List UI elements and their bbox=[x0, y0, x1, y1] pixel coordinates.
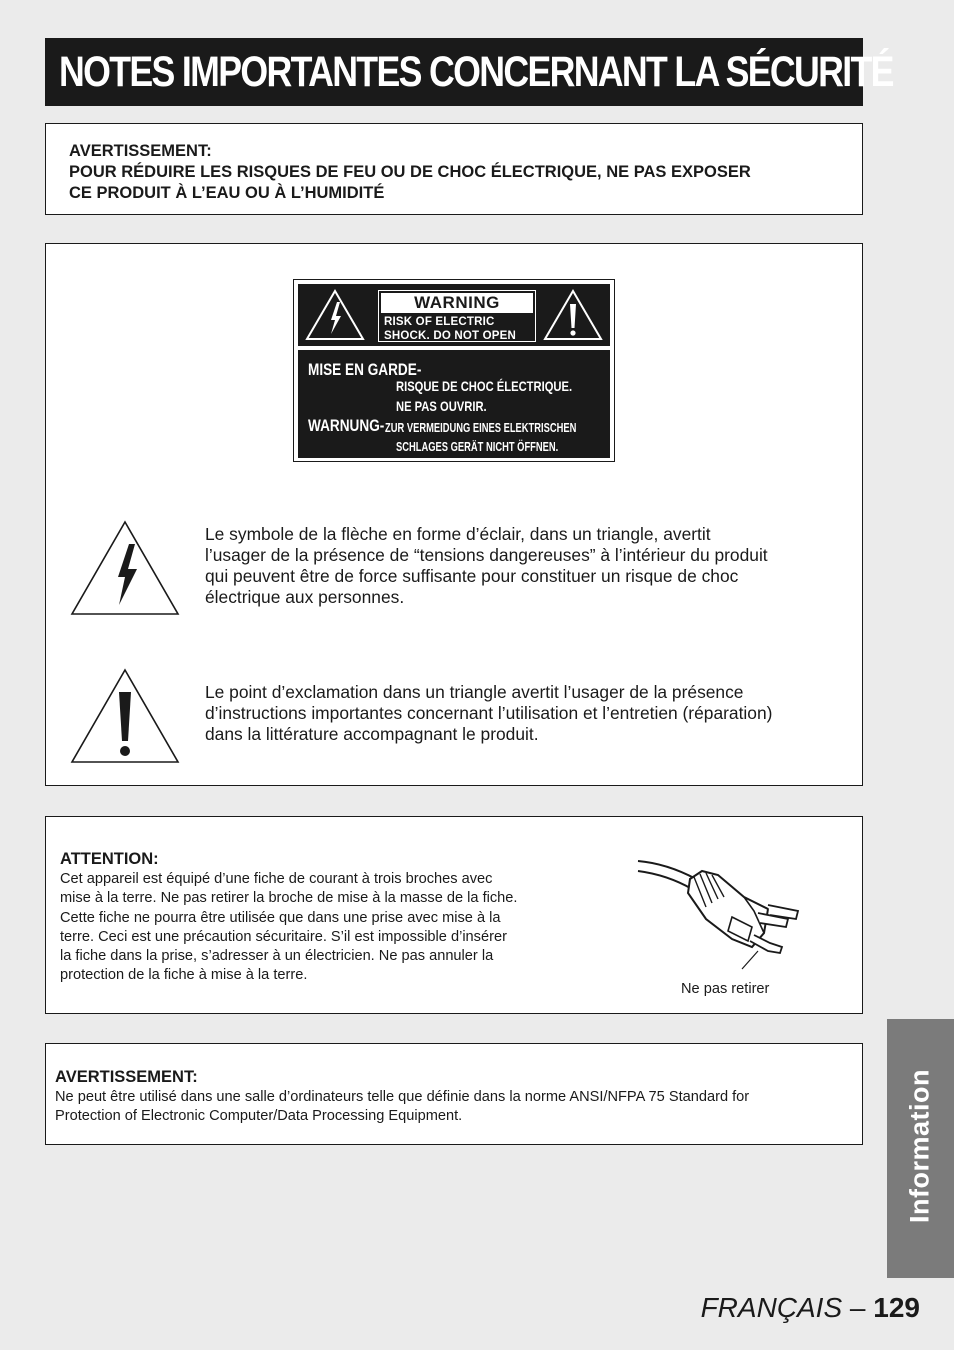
warning-label bbox=[293, 279, 615, 462]
page-title: NOTES IMPORTANTES CONCERNANT LA SÉCURITÉ bbox=[45, 38, 863, 106]
warning-line-1: POUR RÉDUIRE LES RISQUES DE FEU OU DE CHOC ÉLECTRIQUE, NE PAS EXPOSER bbox=[69, 163, 751, 181]
warning-box-text bbox=[69, 141, 751, 204]
mise-line-1: RISQUE DE CHOC ÉLECTRIQUE. bbox=[396, 378, 573, 394]
mise-line-2: NE PAS OUVRIR. bbox=[396, 398, 487, 414]
page-number: 129 bbox=[873, 1292, 920, 1323]
warning-label-title: WARNING bbox=[381, 293, 533, 313]
warnung-line-2: SCHLAGES GERÄT NICHT ÖFFNEN. bbox=[396, 439, 559, 454]
warning-heading: AVERTISSEMENT: bbox=[69, 142, 212, 160]
warnung-line-1: ZUR VERMEIDUNG EINES ELEKTRISCHEN bbox=[385, 420, 577, 435]
warning-label-risk: RISK OF ELECTRIC SHOCK. DO NOT OPEN bbox=[384, 316, 517, 342]
avertissement-box bbox=[45, 1043, 863, 1145]
attention-text: Cet appareil est équipé d’une fiche de courant à trois broches avec mise à la terre. Ne pas retirer la broche de mise à la masse de la fiche. Cette fiche ne pourra être utilisée que dans une prise avec mise à la terre. Ceci est une précaution sécuritaire. S’il est impossible d’insérer la fiche dans la prise, s’adresser à un électricien. Ne pas annuler la protection de la fiche à mise à la terre. bbox=[60, 871, 518, 984]
plug-caption: Ne pas retirer bbox=[681, 981, 770, 997]
page-footer bbox=[701, 1292, 920, 1324]
section-tab bbox=[887, 1019, 954, 1278]
warning-label-bottom bbox=[298, 350, 610, 458]
avertissement-text: Ne peut être utilisé dans une salle d’ordinateurs telle que définie dans la norme ANSI/NFPA 75 Standard for Protection of Electronic Computer/Data Processing Equipment. bbox=[55, 1089, 750, 1125]
footer-separator: – bbox=[842, 1292, 874, 1323]
warnung-label: WARNUNG- bbox=[308, 416, 385, 435]
footer-language: FRANÇAIS bbox=[700, 1292, 843, 1323]
attention-box bbox=[45, 816, 863, 1014]
warning-line-2: CE PRODUIT À L’EAU OU À L’HUMIDITÉ bbox=[69, 184, 385, 202]
exclamation-triangle-icon bbox=[69, 667, 181, 765]
exclamation-description: Le point d’exclamation dans un triangle avertit l’usager de la présence d’instructions importantes concernant l’utilisation et l’entretien (réparation) dans la littérature accompagnant le produit. bbox=[205, 682, 773, 744]
lightning-triangle-icon bbox=[69, 519, 181, 617]
exclamation-triangle-icon bbox=[542, 288, 604, 342]
avertissement-title: AVERTISSEMENT: bbox=[55, 1068, 198, 1086]
lightning-description: Le symbole de la flèche en forme d’éclair, dans un triangle, avertit l’usager de la présence de “tensions dangereuses” à l’intérieur du produit qui peuvent être de force suffisante pour constituer un risque de choc électrique aux personnes. bbox=[205, 524, 768, 607]
warning-label-panel bbox=[378, 290, 536, 342]
symbols-box bbox=[45, 243, 863, 786]
mise-en-garde-label: MISE EN GARDE- bbox=[308, 360, 422, 379]
attention-title: ATTENTION: bbox=[60, 850, 159, 868]
warning-label-top bbox=[298, 284, 610, 346]
section-tab-label: Information bbox=[904, 1069, 935, 1223]
grounded-plug-icon bbox=[636, 857, 806, 977]
lightning-triangle-icon bbox=[304, 288, 366, 342]
warning-box bbox=[45, 123, 863, 215]
